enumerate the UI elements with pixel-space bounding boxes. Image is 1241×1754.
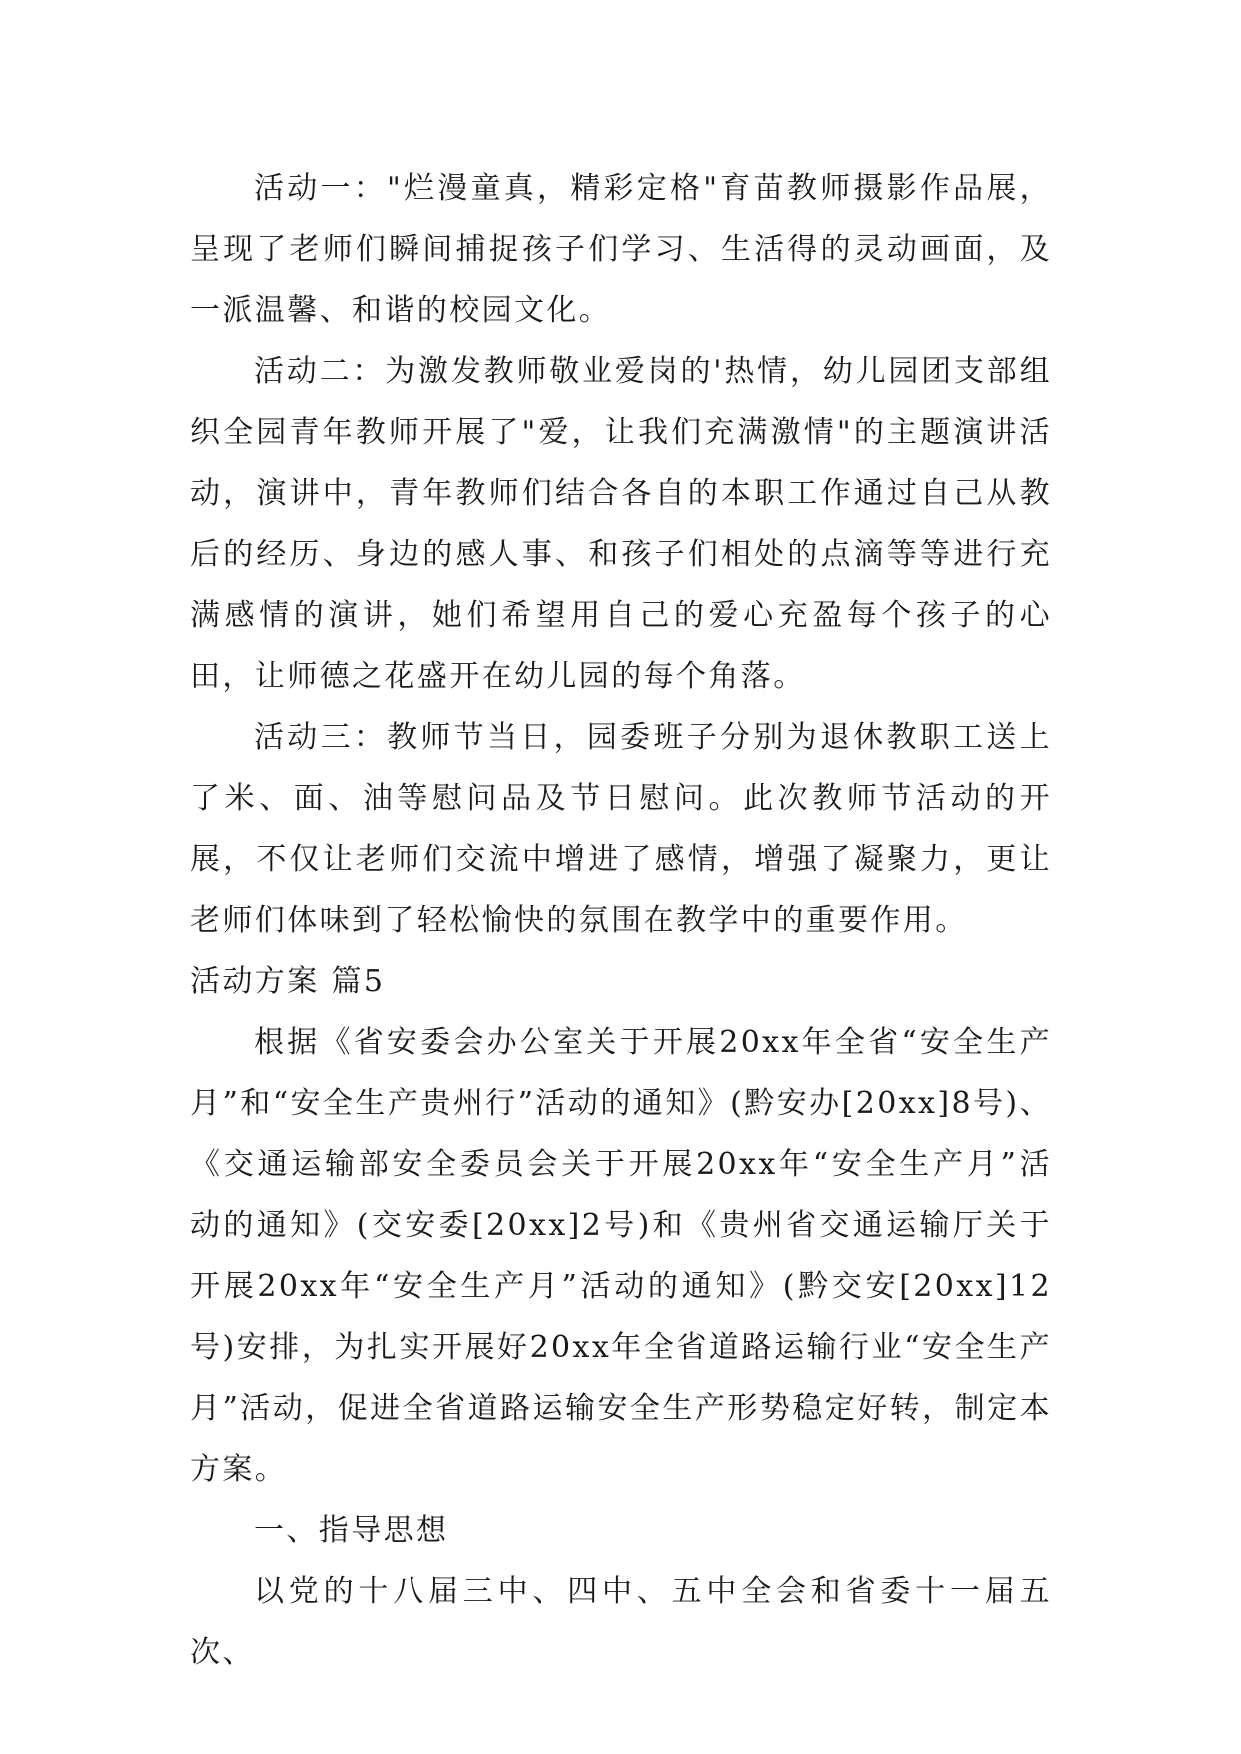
document-body — [190, 158, 1052, 1683]
section-heading: 活动方案 篇5 — [190, 964, 386, 999]
subheading-guiding-ideology: 一、指导思想 — [254, 1513, 449, 1548]
paragraph-activity-one: 活动一："烂漫童真，精彩定格"育苗教师摄影作品展，呈现了老师们瞬间捕捉孩子们学习、生活得的灵动画面，及一派温馨、和谐的校园文化。 — [190, 171, 1052, 328]
paragraph-basis: 根据《省安委会办公室关于开展20xx年全省“安全生产月”和“安全生产贵州行”活动的通知》(黔安办[20xx]8号)、《交通运输部安全委员会关于开展20xx年“安全生产月”活动的通知》(交安委[20xx]2号)和《贵州省交通运输厅关于开展20xx年“安全生产月”活动的通知》(黔交安[20xx]12号)安排，为扎实开展好20xx年全省道路运输行业“安全生产月”活动，促进全省道路运输安全生产形势稳定好转，制定本方案。 — [190, 1025, 1052, 1487]
paragraph-activity-two: 活动二：为激发教师敬业爱岗的'热情，幼儿园团支部组织全园青年教师开展了"爱，让我们充满激情"的主题演讲活动，演讲中，青年教师们结合各自的本职工作通过自己从教后的经历、身边的感人事、和孩子们相处的点滴等等进行充满感情的演讲，她们希望用自己的爱心充盈每个孩子的心田，让师德之花盛开在幼儿园的每个角落。 — [190, 354, 1052, 694]
paragraph-guiding-ideology: 以党的十八届三中、四中、五中全会和省委十一届五次、 — [190, 1574, 1052, 1670]
paragraph-activity-three: 活动三：教师节当日，园委班子分别为退休教职工送上了米、面、油等慰问品及节日慰问。此次教师节活动的开展，不仅让老师们交流中增进了感情，增强了凝聚力，更让老师们体味到了轻松愉快的氛围在教学中的重要作用。 — [190, 720, 1052, 938]
